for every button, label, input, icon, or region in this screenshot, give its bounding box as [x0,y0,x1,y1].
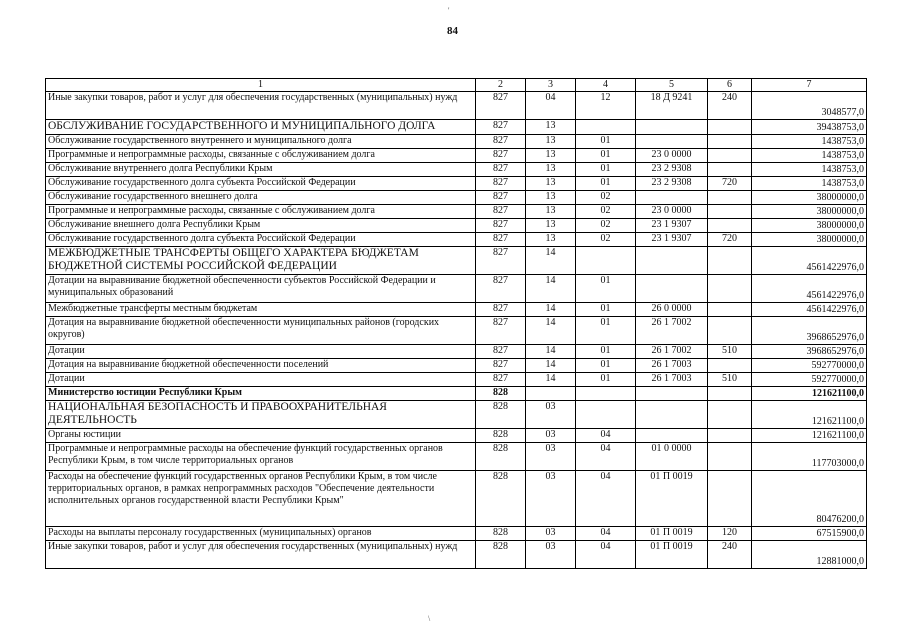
cell-amount: 121621100,0 [752,387,867,401]
table-row [46,443,867,471]
table-row [46,387,867,401]
cell-code-2: 828 [476,527,526,541]
cell-code-2: 828 [476,443,526,471]
row-name: Обслуживание государственного долга субъекта Российской Федерации [46,177,476,191]
cell-code-2: 827 [476,149,526,163]
cell-code-2: 828 [476,429,526,443]
cell-code-3: 14 [526,373,576,387]
row-name: Межбюджетные трансферты местным бюджетам [46,303,476,317]
cell-code-5: 23 1 9307 [636,219,708,233]
cell-code-4: 01 [576,149,636,163]
column-header: 7 [752,79,867,92]
cell-code-3: 13 [526,177,576,191]
cell-amount: 38000000,0 [752,205,867,219]
cell-code-6 [708,149,752,163]
cell-code-6: 510 [708,345,752,359]
cell-code-4: 04 [576,527,636,541]
row-name: Обслуживание государственного внутреннего и муниципального долга [46,135,476,149]
cell-amount: 1438753,0 [752,177,867,191]
cell-code-6 [708,163,752,177]
cell-amount: 4561422976,0 [752,275,867,303]
cell-code-3: 13 [526,205,576,219]
row-name: ОБСЛУЖИВАНИЕ ГОСУДАРСТВЕННОГО И МУНИЦИПАЛЬНОГО ДОЛГА [46,120,476,135]
cell-code-3: 13 [526,135,576,149]
row-name: Программные и непрограммные расходы на обеспечение функций государственных органов Республики Крым, в том числе территориальных органов [46,443,476,471]
cell-code-6 [708,443,752,471]
table-row [46,120,867,135]
column-header: 3 [526,79,576,92]
cell-code-5 [636,247,708,275]
cell-code-3: 13 [526,233,576,247]
cell-code-6: 720 [708,233,752,247]
cell-code-4: 04 [576,443,636,471]
cell-code-3: 14 [526,303,576,317]
row-name: Иные закупки товаров, работ и услуг для обеспечения государственных (муниципальных) нужд [46,92,476,120]
cell-code-4: 04 [576,429,636,443]
cell-code-4: 12 [576,92,636,120]
cell-code-5: 26 1 7003 [636,359,708,373]
row-name: Министерство юстиции Республики Крым [46,387,476,401]
table-row [46,177,867,191]
cell-amount: 38000000,0 [752,219,867,233]
cell-code-4: 01 [576,373,636,387]
cell-code-2: 827 [476,92,526,120]
table-header-row [46,79,867,92]
cell-code-2: 827 [476,345,526,359]
cell-code-4: 01 [576,177,636,191]
cell-code-4: 04 [576,471,636,527]
cell-code-5: 01 0 0000 [636,443,708,471]
row-name: Программные и непрограммные расходы, связанные с обслуживанием долга [46,149,476,163]
cell-code-4 [576,401,636,429]
cell-code-3 [526,387,576,401]
cell-code-5: 26 1 7002 [636,345,708,359]
row-name: Обслуживание внешнего долга Республики Крым [46,219,476,233]
cell-code-3: 03 [526,541,576,569]
cell-code-6: 510 [708,373,752,387]
table-row [46,429,867,443]
cell-amount: 592770000,0 [752,359,867,373]
cell-code-3: 13 [526,149,576,163]
cell-amount: 3968652976,0 [752,317,867,345]
cell-code-5 [636,135,708,149]
column-header: 1 [46,79,476,92]
scan-mark-top: ' [448,6,450,15]
cell-code-5 [636,401,708,429]
cell-code-5 [636,191,708,205]
table-row [46,191,867,205]
cell-code-3: 14 [526,359,576,373]
cell-code-3: 03 [526,429,576,443]
cell-code-6 [708,303,752,317]
cell-code-6 [708,317,752,345]
cell-amount: 80476200,0 [752,471,867,527]
cell-amount: 12881000,0 [752,541,867,569]
cell-code-5: 26 1 7003 [636,373,708,387]
cell-code-3: 04 [526,92,576,120]
cell-code-2: 828 [476,387,526,401]
row-name: Дотации на выравнивание бюджетной обеспеченности субъектов Российской Федерации и муниципальных образований [46,275,476,303]
cell-amount: 592770000,0 [752,373,867,387]
cell-code-2: 827 [476,317,526,345]
table-row [46,401,867,429]
cell-code-4: 02 [576,205,636,219]
cell-code-4 [576,247,636,275]
cell-code-2: 827 [476,135,526,149]
cell-code-3: 03 [526,471,576,527]
cell-code-6 [708,205,752,219]
cell-code-6 [708,387,752,401]
scan-mark-bottom: \ [428,614,431,623]
cell-code-4: 02 [576,219,636,233]
cell-code-6: 240 [708,92,752,120]
cell-amount: 67515900,0 [752,527,867,541]
cell-code-6 [708,471,752,527]
table-body [46,79,867,569]
cell-amount: 1438753,0 [752,135,867,149]
cell-amount: 121621100,0 [752,401,867,429]
cell-code-6 [708,359,752,373]
table-row [46,303,867,317]
cell-code-2: 827 [476,120,526,135]
cell-code-5: 01 П 0019 [636,471,708,527]
row-name: НАЦИОНАЛЬНАЯ БЕЗОПАСНОСТЬ И ПРАВООХРАНИТЕЛЬНАЯ ДЕЯТЕЛЬНОСТЬ [46,401,476,429]
cell-code-3: 13 [526,219,576,233]
cell-code-4: 01 [576,135,636,149]
cell-code-5: 01 П 0019 [636,541,708,569]
cell-code-6 [708,135,752,149]
cell-code-5: 18 Д 9241 [636,92,708,120]
cell-code-6: 720 [708,177,752,191]
cell-code-3: 13 [526,120,576,135]
row-name: Расходы на обеспечение функций государственных органов Республики Крым, в том числе территориальных органов, в рамках непрограммных расходов "Обеспечение деятельности исполнительных органов государственной власти Республики Крым" [46,471,476,527]
cell-code-5: 23 2 9308 [636,163,708,177]
row-name: Обслуживание государственного долга субъекта Российской Федерации [46,233,476,247]
cell-amount: 38000000,0 [752,191,867,205]
column-header: 4 [576,79,636,92]
row-name: Дотация на выравнивание бюджетной обеспеченности поселений [46,359,476,373]
cell-code-3: 14 [526,317,576,345]
cell-code-4: 01 [576,275,636,303]
page-number: 84 [447,25,458,37]
cell-code-5: 23 0 0000 [636,205,708,219]
cell-code-4 [576,387,636,401]
cell-code-3: 03 [526,443,576,471]
cell-code-4: 01 [576,303,636,317]
table-row [46,373,867,387]
row-name: МЕЖБЮДЖЕТНЫЕ ТРАНСФЕРТЫ ОБЩЕГО ХАРАКТЕРА БЮДЖЕТАМ БЮДЖЕТНОЙ СИСТЕМЫ РОССИЙСКОЙ ФЕДЕРАЦИИ [46,247,476,275]
cell-code-2: 827 [476,359,526,373]
column-header: 2 [476,79,526,92]
row-name: Дотации [46,345,476,359]
cell-code-3: 14 [526,275,576,303]
table-row [46,247,867,275]
table-row [46,471,867,527]
cell-code-6 [708,429,752,443]
cell-amount: 38000000,0 [752,233,867,247]
cell-amount: 4561422976,0 [752,303,867,317]
table-row [46,135,867,149]
cell-code-5 [636,387,708,401]
cell-code-2: 827 [476,233,526,247]
cell-code-2: 827 [476,373,526,387]
cell-code-6: 120 [708,527,752,541]
cell-amount: 39438753,0 [752,120,867,135]
cell-amount: 117703000,0 [752,443,867,471]
row-name: Расходы на выплаты персоналу государственных (муниципальных) органов [46,527,476,541]
budget-table [45,78,867,569]
cell-code-4: 01 [576,317,636,345]
cell-code-2: 827 [476,303,526,317]
cell-code-2: 827 [476,191,526,205]
cell-code-6 [708,219,752,233]
cell-code-4: 01 [576,163,636,177]
cell-code-6 [708,275,752,303]
cell-code-3: 14 [526,247,576,275]
cell-code-6 [708,191,752,205]
table-row [46,233,867,247]
cell-code-2: 828 [476,401,526,429]
cell-code-5: 23 1 9307 [636,233,708,247]
row-name: Обслуживание внутреннего долга Республики Крым [46,163,476,177]
cell-code-3: 14 [526,345,576,359]
cell-amount: 1438753,0 [752,163,867,177]
column-header: 5 [636,79,708,92]
table-row [46,163,867,177]
cell-code-3: 03 [526,401,576,429]
cell-amount: 3048577,0 [752,92,867,120]
cell-code-6: 240 [708,541,752,569]
cell-code-4: 02 [576,233,636,247]
cell-code-3: 03 [526,527,576,541]
cell-code-4: 02 [576,191,636,205]
cell-code-5: 26 0 0000 [636,303,708,317]
cell-code-2: 827 [476,275,526,303]
cell-code-3: 13 [526,163,576,177]
table-row [46,541,867,569]
row-name: Органы юстиции [46,429,476,443]
cell-amount: 1438753,0 [752,149,867,163]
cell-code-4: 04 [576,541,636,569]
table-row [46,205,867,219]
cell-amount: 3968652976,0 [752,345,867,359]
cell-code-5: 23 2 9308 [636,177,708,191]
cell-code-2: 827 [476,247,526,275]
cell-code-2: 827 [476,219,526,233]
cell-code-2: 827 [476,177,526,191]
table-row [46,317,867,345]
table-row [46,149,867,163]
cell-code-5 [636,429,708,443]
cell-code-4: 01 [576,359,636,373]
table-row [46,359,867,373]
cell-code-3: 13 [526,191,576,205]
table-row [46,92,867,120]
cell-amount: 4561422976,0 [752,247,867,275]
cell-code-6 [708,120,752,135]
cell-code-2: 828 [476,541,526,569]
cell-code-5: 01 П 0019 [636,527,708,541]
row-name: Иные закупки товаров, работ и услуг для обеспечения государственных (муниципальных) нужд [46,541,476,569]
row-name: Обслуживание государственного внешнего долга [46,191,476,205]
cell-code-4: 01 [576,345,636,359]
table-row [46,275,867,303]
table-row [46,345,867,359]
cell-code-4 [576,120,636,135]
table-row [46,527,867,541]
cell-code-6 [708,401,752,429]
cell-amount: 121621100,0 [752,429,867,443]
cell-code-5: 26 1 7002 [636,317,708,345]
row-name: Программные и непрограммные расходы, связанные с обслуживанием долга [46,205,476,219]
row-name: Дотации [46,373,476,387]
cell-code-2: 827 [476,205,526,219]
cell-code-6 [708,247,752,275]
cell-code-5 [636,275,708,303]
column-header: 6 [708,79,752,92]
cell-code-2: 828 [476,471,526,527]
table-row [46,219,867,233]
row-name: Дотация на выравнивание бюджетной обеспеченности муниципальных районов (городских округов) [46,317,476,345]
cell-code-5: 23 0 0000 [636,149,708,163]
cell-code-5 [636,120,708,135]
cell-code-2: 827 [476,163,526,177]
